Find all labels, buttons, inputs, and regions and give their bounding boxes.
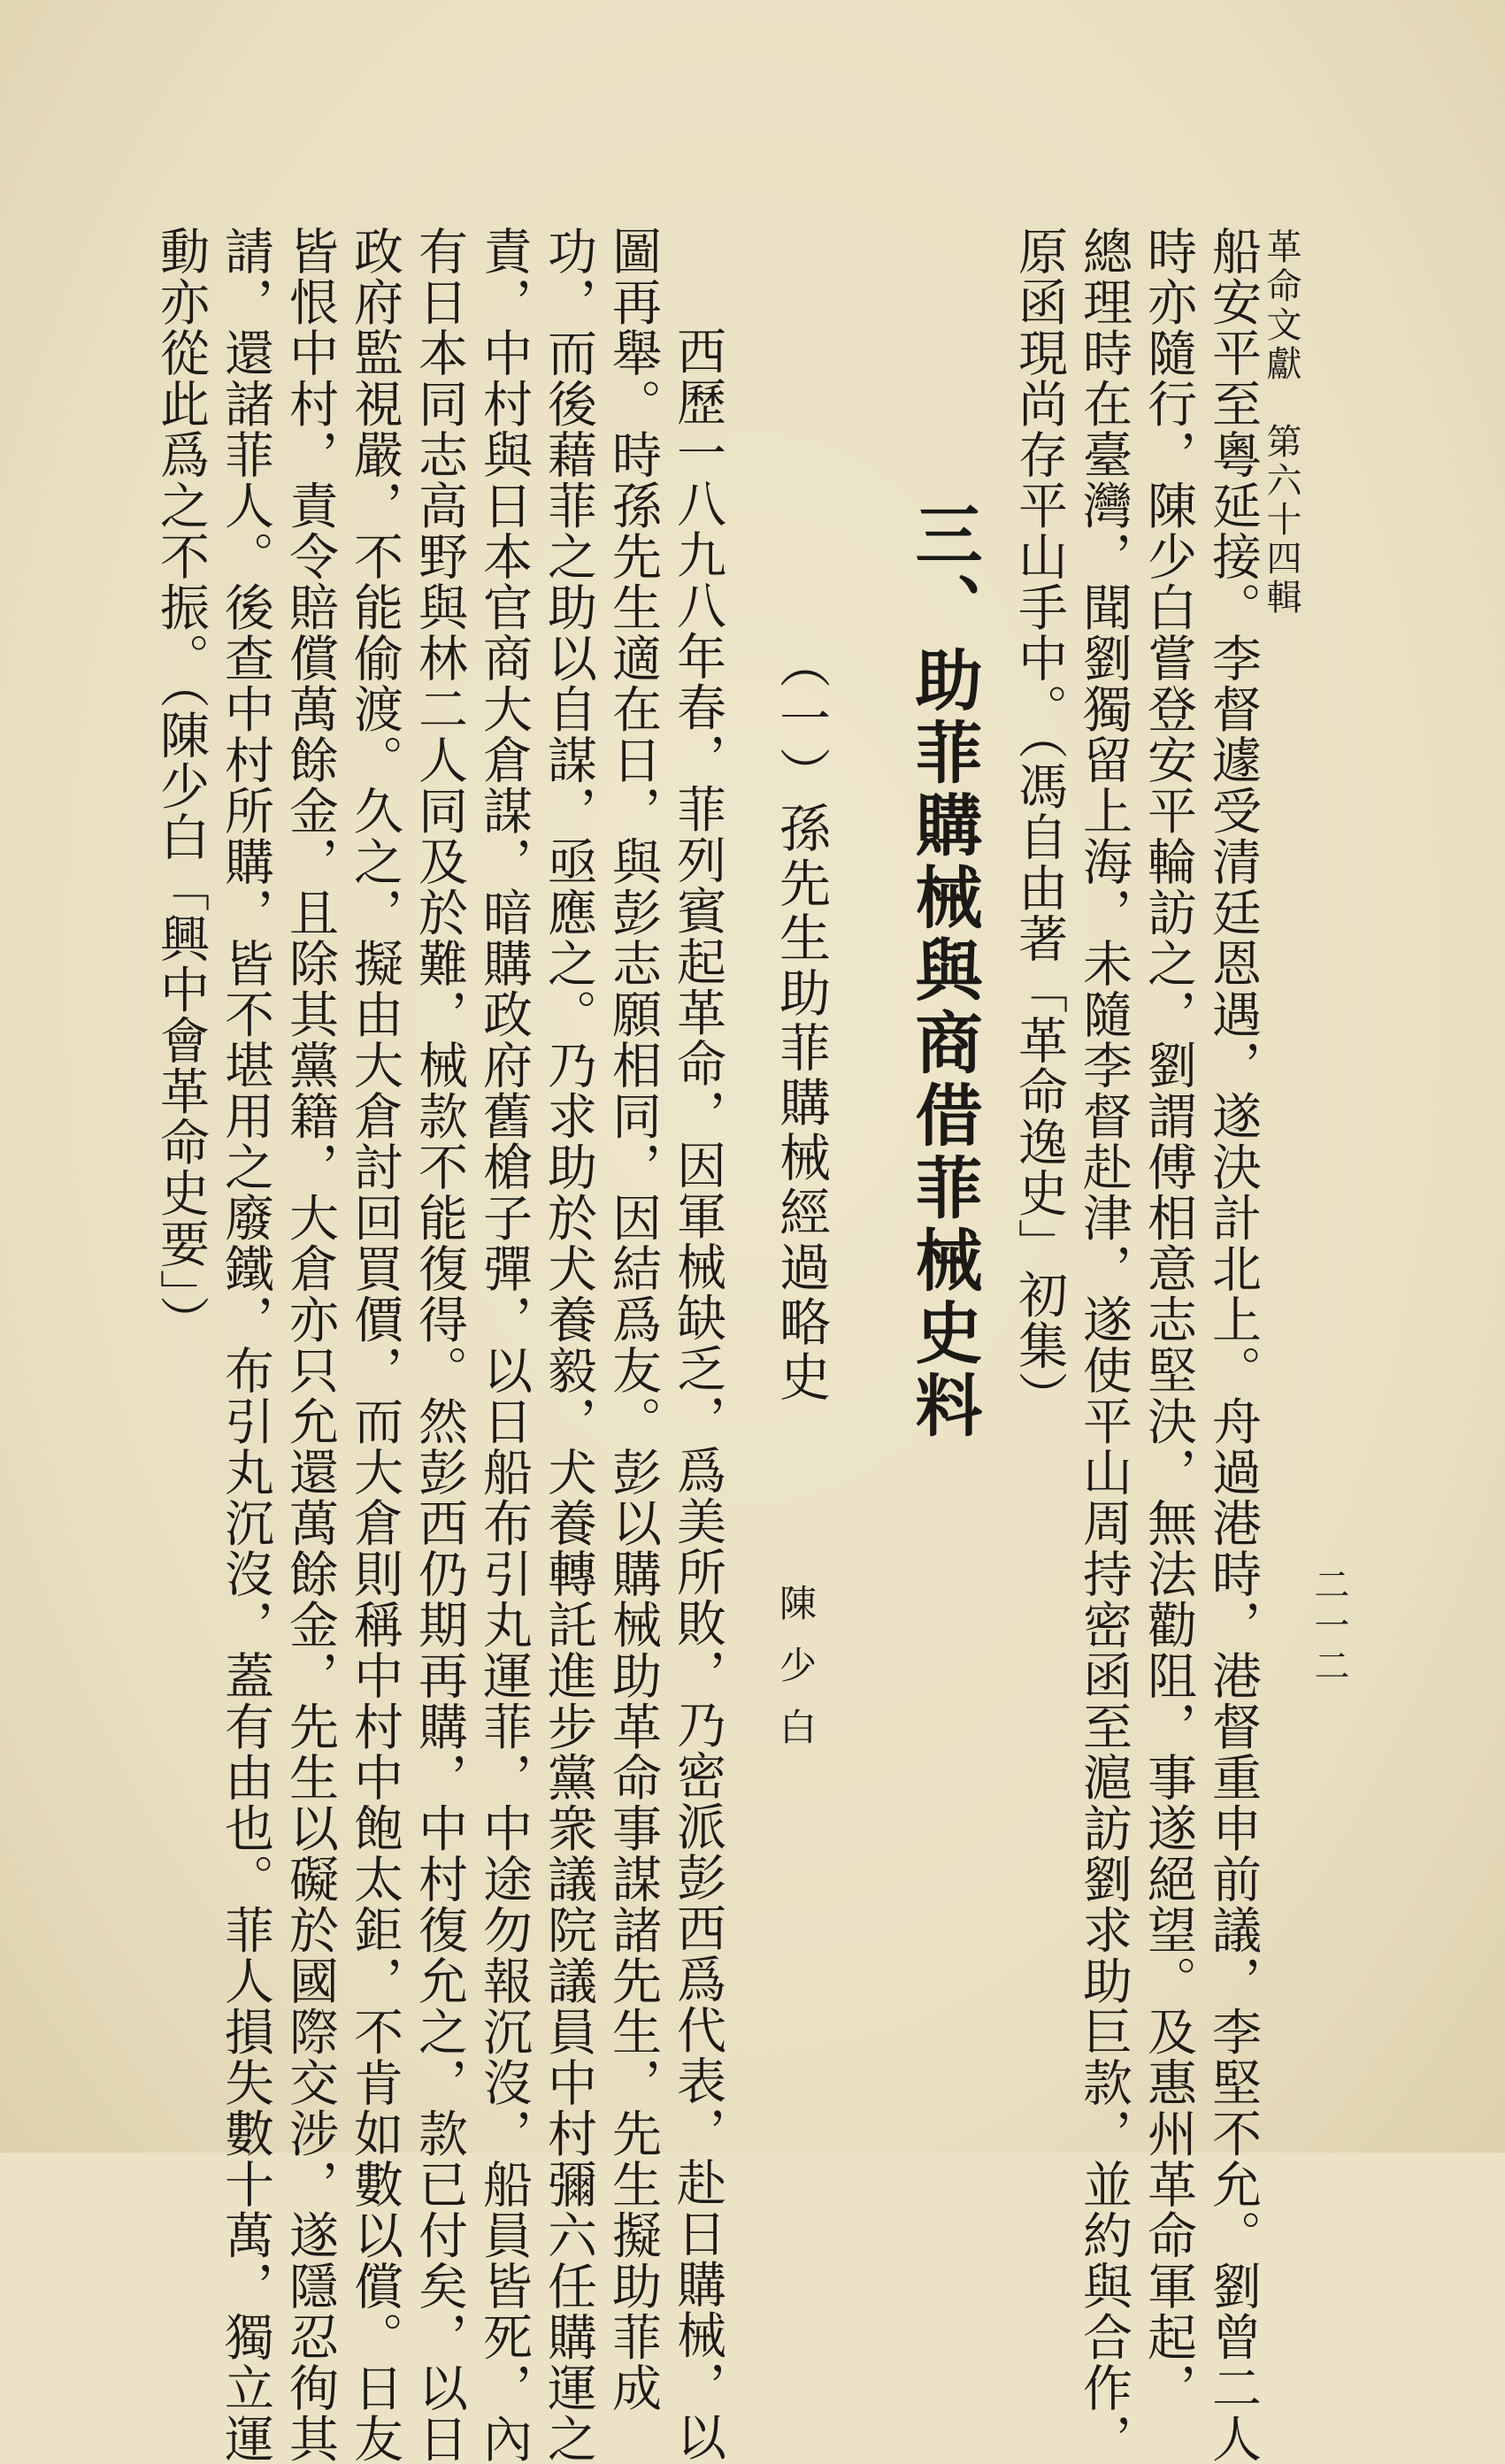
running-head: 革命文獻 第六十四輯: [1261, 228, 1302, 618]
page-number: 二一二: [1309, 1566, 1349, 1688]
body-line-7: 皆恨中村，責令賠償萬餘金，且除其黨籍，大倉亦只允還萬餘金，先生以礙於國際交涉，遂隱忍徇其: [281, 226, 339, 2464]
body-line-1: 西歷一八九八年春，菲列賓起革命，因軍械缺乏，爲美所敗，乃密派彭西爲代表，赴日購械，以: [669, 326, 726, 2462]
body-line-2: 圖再舉。時孫先生適在日，與彭志願相同，因結爲友。彭以購械助革命事謀諸先生，先生擬助菲成: [604, 226, 662, 2414]
prev-text-line-3: 總理時在臺灣，聞劉獨留上海，未隨李督赴津，遂使平山周持密函至滬訪劉求助巨款，並約與合作，: [1075, 226, 1133, 2464]
body-line-4: 責，中村與日本官商大倉謀，暗購政府舊槍子彈，以日船布引丸運菲，中途勿報沉沒，船員皆死，內: [475, 226, 533, 2464]
body-line-3: 功，而後藉菲之助以自謀，亟應之。乃求助於犬養毅，犬養轉託進步黨衆議院議員中村彌六任購運之: [540, 226, 597, 2464]
author-name: 陳少白: [774, 1584, 818, 1769]
prev-text-line-4: 原函現尚存平山手中。（馮自由著「革命逸史」初集）: [1010, 226, 1068, 1422]
prev-text-line-1: 船安平至粵延接。李督遽受清廷恩遇，遂決計北上。舟過港時，港督重申前議，李堅不允。劉曾二人: [1204, 226, 1262, 2464]
body-line-6: 政府監視嚴，不能偷渡。久之，擬由大倉討回買價，而大倉則稱中村中飽太鉅，不肯如數以償。日友: [346, 226, 403, 2464]
body-line-8: 請，還諸菲人。後查中村所購，皆不堪用之廢鐵，布引丸沉沒，蓋有由也。菲人損失數十萬，獨立運: [217, 226, 274, 2464]
body-line-9: 動亦從此爲之不振。（陳少白「興中會革命史要」）: [152, 226, 210, 1347]
prev-text-line-2: 時亦隨行，陳少白嘗登安平輪訪之，劉謂傅相意志堅決，無法勸阻，事遂絕望。及惠州革命軍起，: [1140, 226, 1197, 2414]
section-title: 三、助菲購械與商借菲械史料: [904, 500, 983, 1443]
body-line-5: 有日本同志高野與林二人同及於難，械款不能復得。然彭西仍期再購，中村復允之，款已付矣，以日: [411, 226, 468, 2464]
subsection-title: （一）孫先生助菲購械經過略史: [771, 637, 831, 1405]
